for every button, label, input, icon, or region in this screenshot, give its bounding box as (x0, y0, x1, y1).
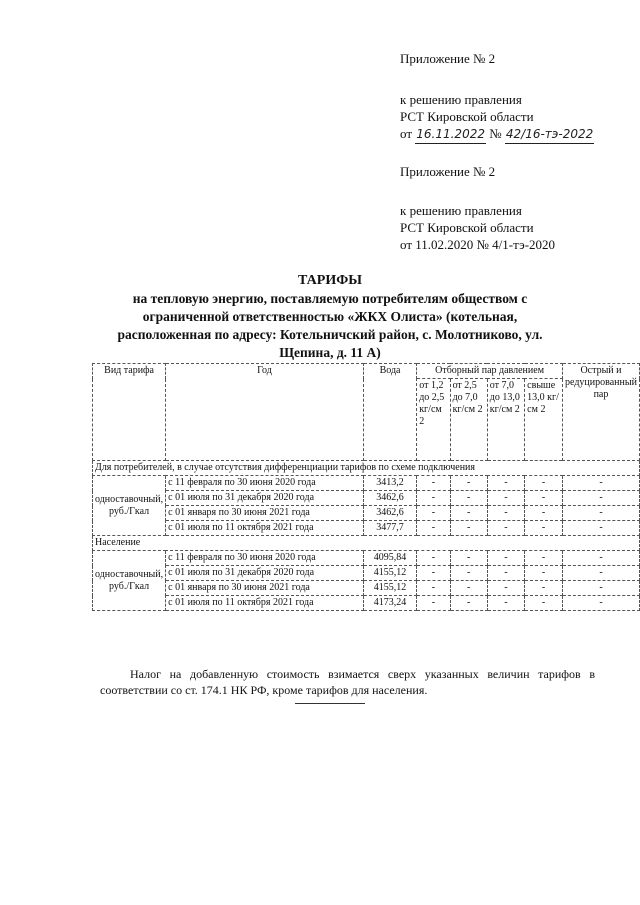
empty-cell: - (525, 476, 563, 491)
empty-cell: - (417, 581, 450, 596)
water-value: 4155,12 (363, 581, 416, 596)
date-prefix: от (400, 126, 413, 141)
empty-cell: - (487, 476, 524, 491)
period-cell: с 01 июля по 11 октября 2021 года (166, 521, 364, 536)
table-row (93, 566, 640, 581)
table-row (93, 506, 640, 521)
water-value: 4173,24 (363, 596, 416, 611)
header-pressure-3: от 7,0 до 13,0 кг/см 2 (487, 379, 524, 461)
empty-cell: - (450, 581, 487, 596)
authority-label: РСТ Кировской области (400, 109, 534, 124)
document-title: ТАРИФЫ (298, 273, 362, 288)
empty-cell: - (562, 491, 639, 506)
empty-cell: - (487, 596, 524, 611)
table-row (93, 476, 640, 491)
subtitle-line-3: расположенная по адресу: Котельничский район, с. Молотниково, ул. (117, 327, 543, 342)
authority-label-original: РСТ Кировской области (400, 220, 534, 235)
empty-cell: - (525, 506, 563, 521)
vat-note: Налог на добавленную стоимость взимается сверх указанных величин тарифов в соответствии со ст. 174.1 НК РФ, кроме тарифов для населения. (100, 667, 595, 697)
table-row (93, 596, 640, 611)
table-row (93, 491, 640, 506)
header-tariff-type: Вид тарифа (93, 364, 166, 461)
empty-cell: - (487, 551, 524, 566)
empty-cell: - (417, 506, 450, 521)
empty-cell: - (562, 506, 639, 521)
period-cell: с 11 февраля по 30 июня 2020 года (166, 551, 364, 566)
empty-cell: - (417, 491, 450, 506)
decision-label: к решению правления (400, 92, 522, 107)
empty-cell: - (450, 521, 487, 536)
section-general-label: Для потребителей, в случае отсутствия дифференциации тарифов по схеме подключения (93, 461, 640, 476)
empty-cell: - (562, 551, 639, 566)
empty-cell: - (450, 491, 487, 506)
empty-cell: - (450, 476, 487, 491)
decision-label-original: к решению правления (400, 203, 522, 218)
decision-number: 42/16-тэ-2022 (505, 126, 594, 144)
empty-cell: - (417, 566, 450, 581)
tariff-type-cell: одноставочный, руб./Гкал (93, 476, 166, 536)
empty-cell: - (487, 581, 524, 596)
empty-cell: - (487, 491, 524, 506)
period-cell: с 11 февраля по 30 июня 2020 года (166, 476, 364, 491)
tariff-table (92, 363, 640, 611)
empty-cell: - (525, 491, 563, 506)
section-population-label: Население (93, 536, 640, 551)
empty-cell: - (417, 551, 450, 566)
empty-cell: - (562, 521, 639, 536)
empty-cell: - (417, 476, 450, 491)
period-cell: с 01 июля по 31 декабря 2020 года (166, 491, 364, 506)
empty-cell: - (562, 566, 639, 581)
decision-date-line (400, 125, 594, 144)
section-row-general (93, 461, 640, 476)
empty-cell: - (525, 566, 563, 581)
empty-cell: - (562, 596, 639, 611)
header-water: Вода (363, 364, 416, 461)
empty-cell: - (525, 596, 563, 611)
empty-cell: - (487, 566, 524, 581)
header-steam: Отборный пар давлением (417, 364, 563, 379)
table-row (93, 551, 640, 566)
period-cell: с 01 января по 30 июня 2021 года (166, 506, 364, 521)
number-prefix: № (489, 126, 502, 141)
empty-cell: - (417, 596, 450, 611)
water-value: 4095,84 (363, 551, 416, 566)
subtitle-line-2: ограниченной ответственностью «ЖКХ Олиста» (котельная, (142, 309, 518, 324)
empty-cell: - (562, 476, 639, 491)
water-value: 3462,6 (363, 506, 416, 521)
header-pressure-2: от 2,5 до 7,0 кг/см 2 (450, 379, 487, 461)
decision-date: 16.11.2022 (415, 126, 486, 144)
empty-cell: - (450, 566, 487, 581)
appendix-label: Приложение № 2 (400, 51, 496, 66)
tariff-type-cell: одноставочный, руб./Гкал (93, 551, 166, 611)
period-cell: с 01 июля по 11 октября 2021 года (166, 596, 364, 611)
empty-cell: - (525, 581, 563, 596)
appendix-label-original: Приложение № 2 (400, 164, 496, 179)
subtitle-line-4: Щепина, д. 11 А) (279, 345, 381, 360)
empty-cell: - (417, 521, 450, 536)
empty-cell: - (487, 506, 524, 521)
header-sharp-steam: Острый и редуцированный пар (562, 364, 639, 461)
water-value: 3413,2 (363, 476, 416, 491)
empty-cell: - (450, 506, 487, 521)
water-value: 4155,12 (363, 566, 416, 581)
table-header-row (93, 364, 640, 379)
table-row (93, 581, 640, 596)
section-row-population (93, 536, 640, 551)
document-subtitle (100, 290, 560, 362)
header-pressure-1: от 1,2 до 2,5 кг/см 2 (417, 379, 450, 461)
empty-cell: - (487, 521, 524, 536)
subtitle-line-1: на тепловую энергию, поставляемую потребителям обществом с (132, 291, 528, 306)
period-cell: с 01 января по 30 июня 2021 года (166, 581, 364, 596)
table-row (93, 521, 640, 536)
water-value: 3477,7 (363, 521, 416, 536)
empty-cell: - (525, 551, 563, 566)
decision-date-original: от 11.02.2020 № 4/1-тэ-2020 (400, 237, 556, 252)
end-divider (295, 703, 365, 704)
empty-cell: - (450, 551, 487, 566)
empty-cell: - (450, 596, 487, 611)
water-value: 3462,6 (363, 491, 416, 506)
header-period: Год (166, 364, 364, 461)
period-cell: с 01 июля по 31 декабря 2020 года (166, 566, 364, 581)
empty-cell: - (525, 521, 563, 536)
header-pressure-4: свыше 13,0 кг/см 2 (525, 379, 563, 461)
empty-cell: - (562, 581, 639, 596)
